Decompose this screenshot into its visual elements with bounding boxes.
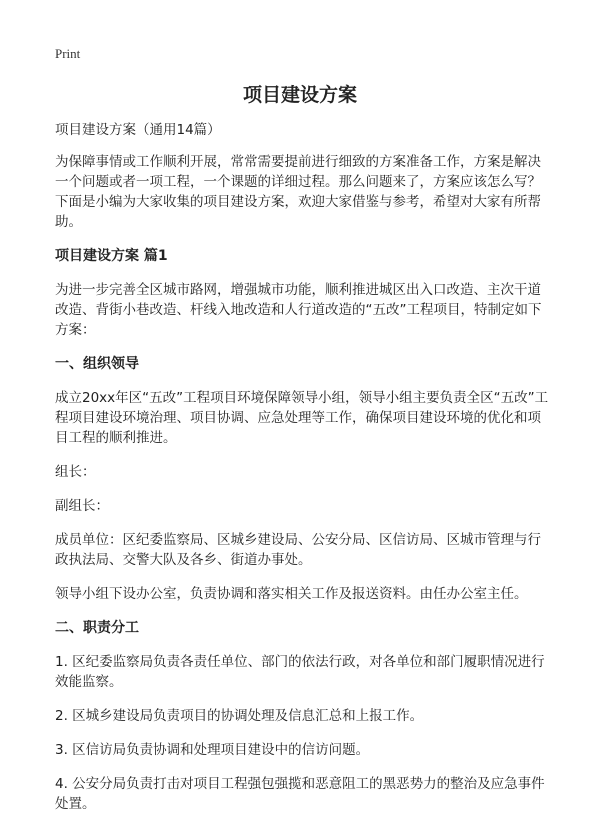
duty-item-2: 2. 区城乡建设局负责项目的协调处理及信息汇总和上报工作。 (55, 708, 424, 724)
document-body (55, 120, 551, 828)
duty-item-1: 1. 区纪委监察局负责各责任单位、部门的依法行政，对各单位和部门履职情况进行效能监察。 (55, 654, 545, 690)
intro-paragraph: 为保障事情或工作顺利开展，常常需要提前进行细致的方案准备工作，方案是解决一个问题或者一项工程，一个课题的详细过程。那么问题来了，方案应该怎么写？下面是小编为大家收集的项目建设方案，欢迎大家借鉴与参考，希望对大家有所帮助。 (55, 154, 541, 230)
vice-leader-line: 副组长： (55, 498, 109, 514)
organization-paragraph: 成立20xx年区“五改”工程项目环境保障领导小组，领导小组主要负责全区“五改”工程项目建设环境治理、项目协调、应急处理等工作，确保项目建设环境的优化和项目工程的顺利推进。 (55, 390, 549, 446)
members-paragraph: 成员单位：区纪委监察局、区城乡建设局、公安分局、区信访局、区城市管理与行政执法局、交警大队及各乡、街道办事处。 (55, 532, 541, 568)
heading-duties: 二、职责分工 (55, 620, 139, 636)
leader-line: 组长： (55, 464, 96, 480)
page-title: 项目建设方案 (242, 84, 357, 106)
duty-item-4: 4. 公安分局负责打击对项目工程强包强揽和恶意阻工的黑恶势力的整治及应急事件处置。 (55, 776, 545, 812)
duty-item-3: 3. 区信访局负责协调和处理项目建设中的信访问题。 (55, 742, 370, 758)
doc-subtitle: 项目建设方案（通用14篇） (55, 122, 221, 138)
heading-organization: 一、组织领导 (55, 356, 139, 372)
section-heading: 项目建设方案 篇1 (55, 248, 168, 264)
print-link[interactable]: Print (55, 46, 81, 61)
office-paragraph: 领导小组下设办公室，负责协调和落实相关工作及报送资料。由任办公室主任。 (55, 586, 528, 602)
section-intro-paragraph: 为进一步完善全区城市路网，增强城市功能，顺利推进城区出入口改造、主次干道改造、背街小巷改造、杆线入地改造和人行道改造的“五改”工程项目，特制定如下方案： (55, 282, 542, 338)
